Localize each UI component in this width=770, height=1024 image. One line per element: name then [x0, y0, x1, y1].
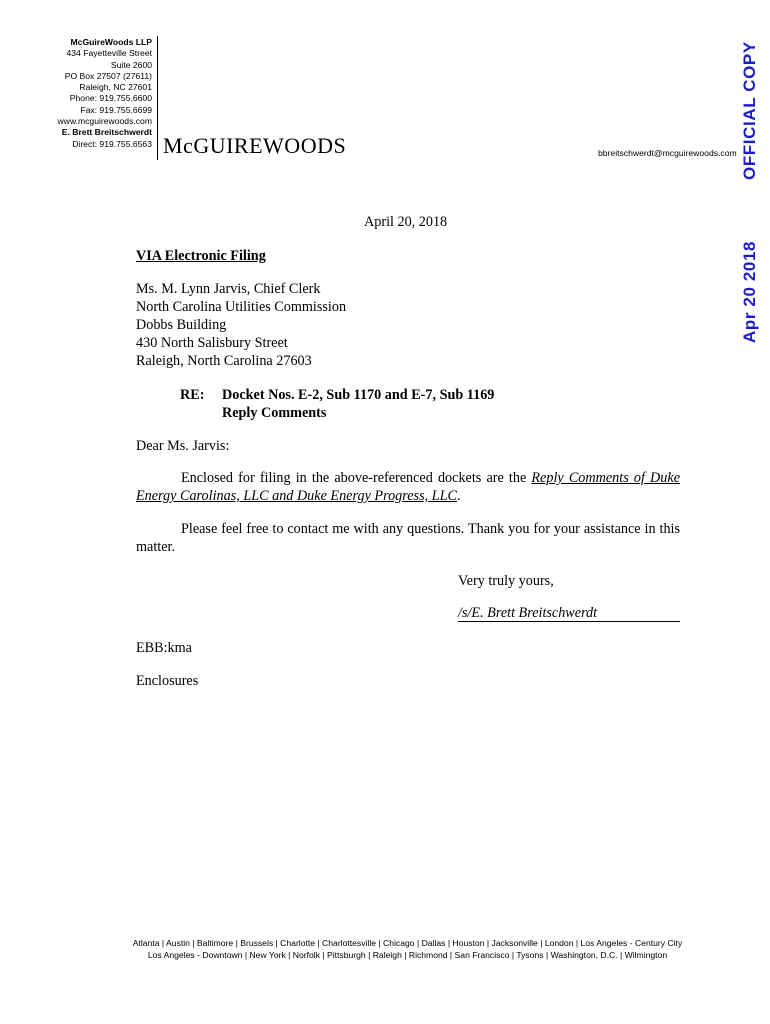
contact-paragraph: Please feel free to contact me with any questions. Thank you for your assistance in this matter. — [136, 521, 680, 555]
city-state-zip: Raleigh, NC 27601 — [79, 82, 152, 93]
address-line: Dobbs Building — [136, 317, 227, 333]
street-address: 434 Fayetteville Street — [66, 48, 152, 59]
letterhead-address — [20, 37, 152, 150]
subject-lines — [222, 386, 494, 422]
attorney-name: E. Brett Breitschwerdt — [61, 127, 152, 138]
delivery-method: VIA Electronic Filing — [136, 248, 266, 264]
office-locations-footer — [0, 937, 770, 961]
filing-date-stamp: Apr 20 2018 — [740, 240, 759, 343]
signature: /s/E. Brett Breitschwerdt — [458, 605, 680, 622]
paragraph-text: Enclosed for filing in the above-referenced dockets are the — [181, 470, 532, 486]
subject-title: Reply Comments — [222, 405, 327, 421]
recipient-address — [136, 280, 346, 370]
fax-number: Fax: 919.755.6699 — [80, 104, 152, 115]
letterhead-divider — [157, 36, 158, 160]
address-line: North Carolina Utilities Commission — [136, 299, 347, 315]
closing: Very truly yours, — [458, 573, 554, 589]
enclosures-note: Enclosures — [136, 673, 199, 689]
official-copy-stamp: OFFICIAL COPY — [740, 41, 759, 180]
enclosure-paragraph — [136, 469, 680, 505]
footer-line: Atlanta | Austin | Baltimore | Brussels | Charlotte | Charlottesville | Chicago | Dallas | Houston | Jacksonville | London | Los Angeles - Century City — [132, 938, 683, 948]
footer-line: Los Angeles - Downtown | New York | Norfolk | Pittsburgh | Raleigh | Richmond | San Francisco | Tysons | Washington, D.C. | Wilmington — [147, 950, 668, 960]
website: www.mcguirewoods.com — [57, 116, 152, 127]
salutation: Dear Ms. Jarvis: — [136, 438, 230, 454]
subject-docket: Docket Nos. E-2, Sub 1170 and E-7, Sub 1169 — [222, 387, 495, 403]
letter-date: April 20, 2018 — [364, 214, 448, 230]
address-line: Ms. M. Lynn Jarvis, Chief Clerk — [136, 281, 321, 297]
re-label: RE: — [180, 387, 205, 403]
typist-initials: EBB:kma — [136, 640, 192, 656]
paragraph-text: . — [456, 488, 461, 504]
direct-phone: Direct: 919.755.6563 — [72, 138, 152, 149]
firm-logo: McGUIREWOODS — [163, 133, 347, 158]
po-box: PO Box 27507 (27611) — [64, 70, 152, 81]
address-line: 430 North Salisbury Street — [136, 335, 288, 351]
suite: Suite 2600 — [110, 59, 152, 70]
phone-number: Phone: 919.755.6600 — [69, 93, 152, 104]
attorney-email: bbreitschwerdt@mcguirewoods.com — [598, 148, 737, 158]
enclosed-document-title: Reply Comments of Duke Energy Carolinas, LLC and Duke Energy Progress, LLC — [136, 470, 680, 504]
address-line: Raleigh, North Carolina 27603 — [136, 353, 312, 369]
firm-name: McGuireWoods LLP — [70, 37, 152, 47]
